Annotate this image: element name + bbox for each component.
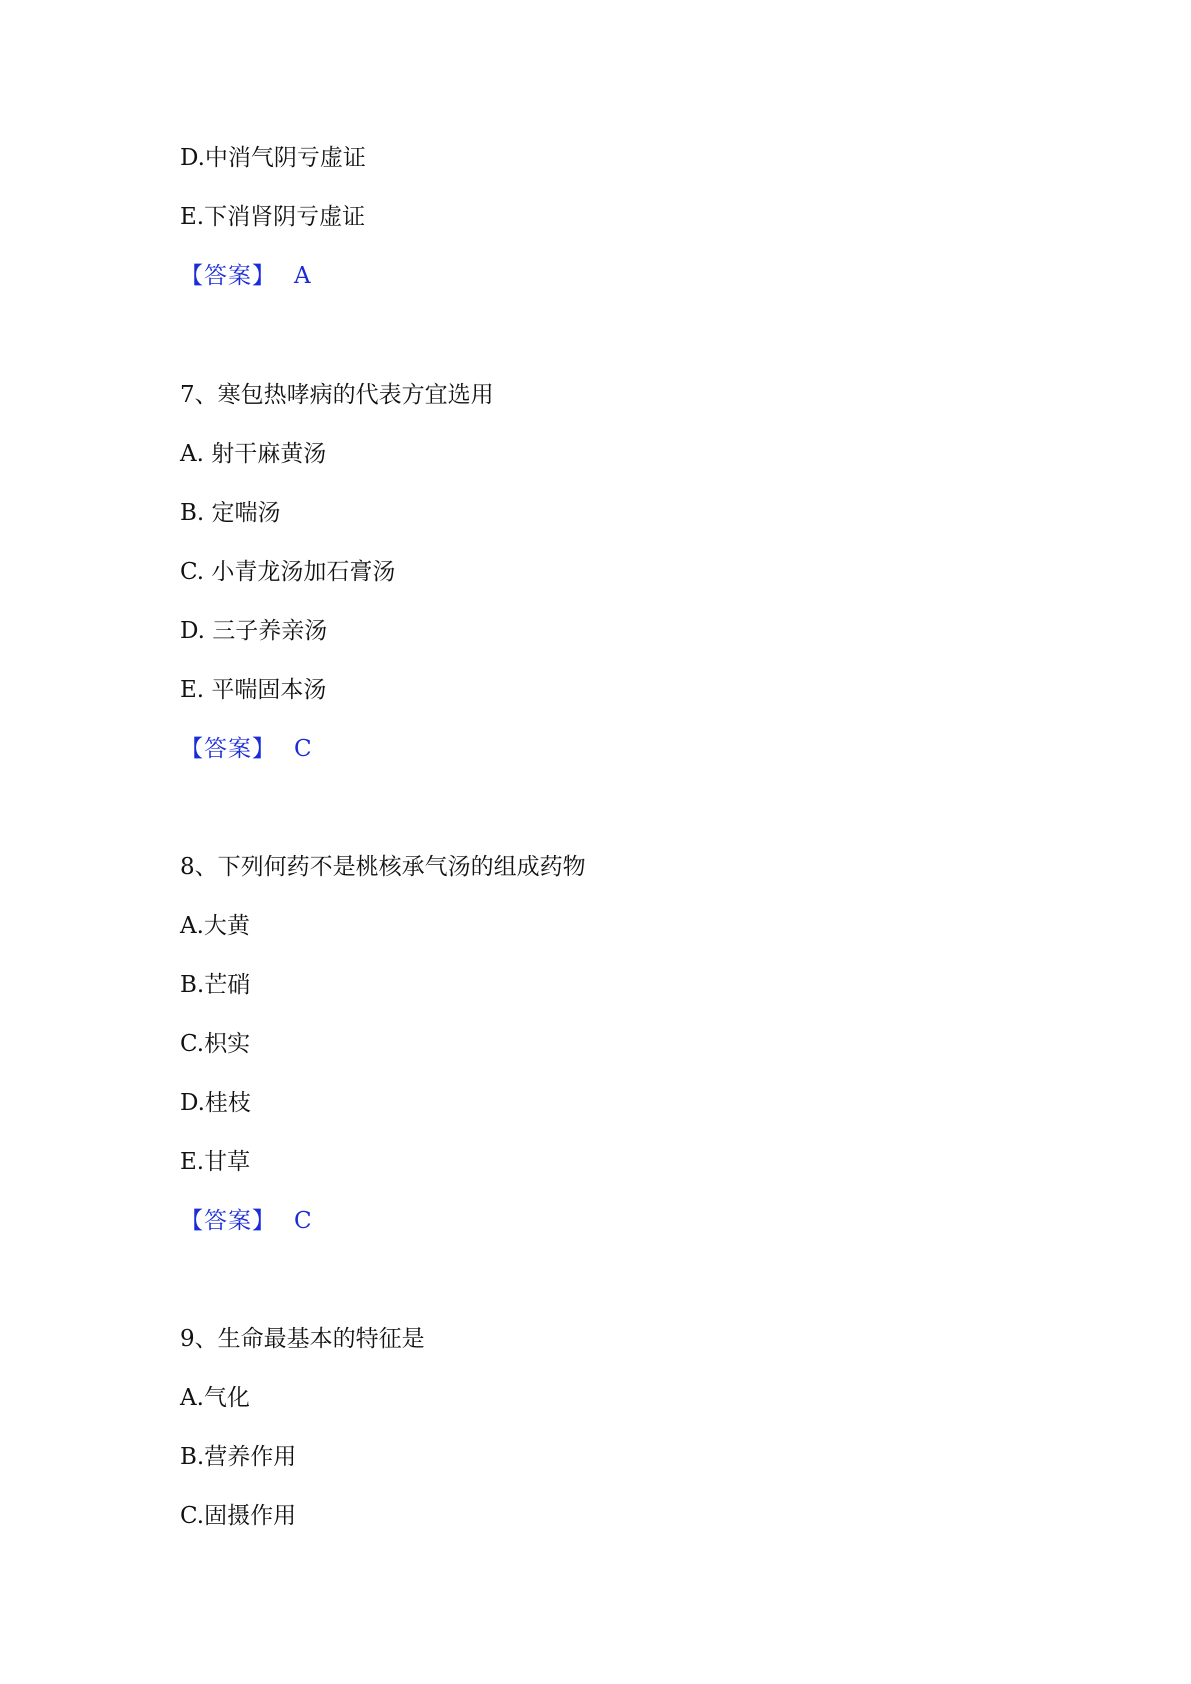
q8-option-b: B.芒硝 bbox=[180, 972, 251, 998]
q7-option-a: A. 射干麻黄汤 bbox=[180, 441, 327, 467]
q8-option-e: E.甘草 bbox=[180, 1149, 251, 1175]
q7-option-b: B. 定喘汤 bbox=[180, 500, 281, 526]
q8-question: 8、下列何药不是桃核承气汤的组成药物 bbox=[180, 854, 586, 880]
q8-answer bbox=[180, 1206, 312, 1236]
q7-option-d: D. 三子养亲汤 bbox=[180, 618, 328, 644]
q7-option-e: E. 平喘固本汤 bbox=[180, 677, 327, 703]
q9-option-c: C.固摄作用 bbox=[180, 1503, 297, 1529]
q9-option-b: B.营养作用 bbox=[180, 1444, 297, 1470]
q8-option-a: A.大黄 bbox=[180, 913, 250, 939]
q7-question: 7、寒包热哮病的代表方宜选用 bbox=[180, 382, 494, 408]
q8-option-c: C.枳实 bbox=[180, 1031, 251, 1057]
answer-label: 【答案】 bbox=[180, 263, 276, 289]
q7-answer bbox=[180, 734, 312, 764]
answer-label: 【答案】 bbox=[180, 1208, 276, 1234]
answer-value: C bbox=[294, 1208, 312, 1234]
q6-option-e: E.下消肾阴亏虚证 bbox=[180, 204, 366, 230]
answer-value: A bbox=[294, 263, 311, 289]
q6-answer bbox=[180, 261, 311, 291]
q9-question: 9、生命最基本的特征是 bbox=[180, 1326, 425, 1352]
q9-option-a: A.气化 bbox=[180, 1385, 250, 1411]
q8-option-d: D.桂枝 bbox=[180, 1090, 251, 1116]
answer-label: 【答案】 bbox=[180, 736, 276, 762]
answer-value: C bbox=[294, 736, 312, 762]
q6-option-d: D.中消气阴亏虚证 bbox=[180, 145, 366, 171]
q7-option-c: C. 小青龙汤加石膏汤 bbox=[180, 559, 396, 585]
